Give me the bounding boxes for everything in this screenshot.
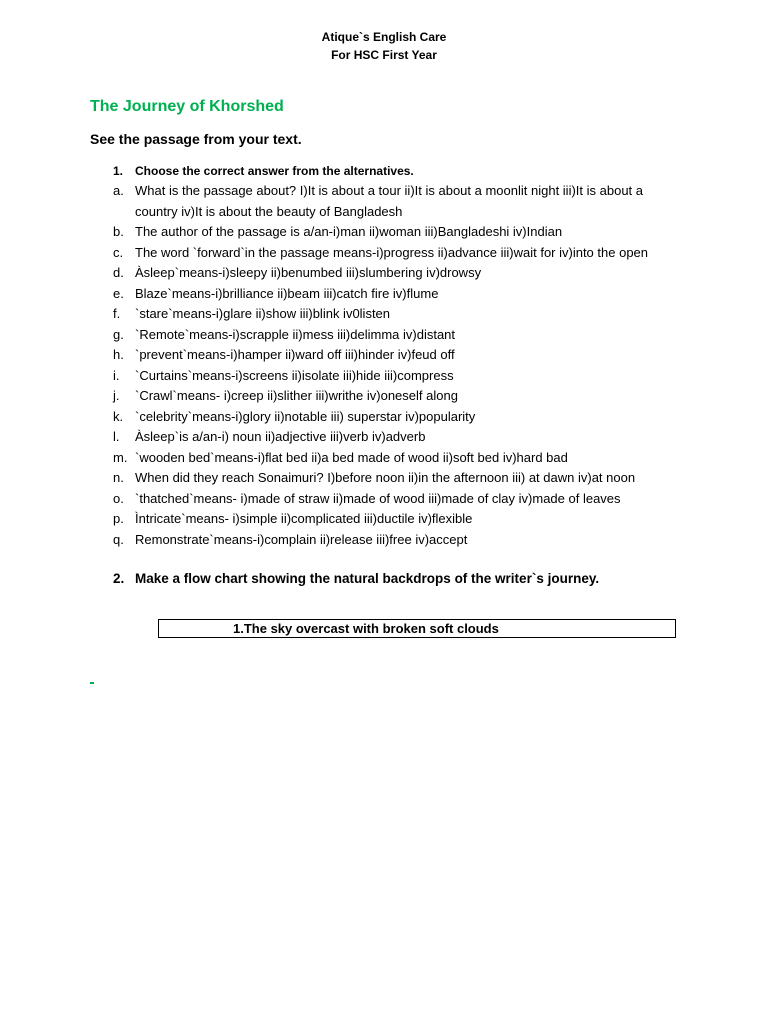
mcq-marker: g. <box>113 326 124 342</box>
mcq-text: `thatched`means- i)made of straw ii)made of wood iii)made of clay iv)made of leaves <box>135 490 621 506</box>
mcq-text: The author of the passage is a/an-i)man ii)woman iii)Bangladeshi iv)Indian <box>135 224 563 239</box>
question-2 <box>113 570 733 588</box>
question-1-text: Choose the correct answer from the alternatives. <box>135 164 414 178</box>
passage-subtitle: See the passage from your text. <box>90 131 302 147</box>
mcq-text: When did they reach Sonaimuri? I)before noon ii)in the afternoon iii) at dawn iv)at noon <box>135 470 636 485</box>
mcq-item <box>113 427 683 448</box>
mcq-item <box>113 530 683 551</box>
mcq-marker: i. <box>113 367 120 383</box>
header-line-2: For HSC First Year <box>331 48 437 62</box>
mcq-marker: j. <box>113 388 120 403</box>
mcq-item <box>113 468 683 489</box>
mcq-item <box>113 489 683 510</box>
question-2-number: 2. <box>113 571 125 586</box>
mcq-text: Àsleep`means-i)sleepy ii)benumbed iii)slumbering iv)drowsy <box>135 265 482 280</box>
mcq-text: `Crawl`means- i)creep ii)slither iii)writhe iv)oneself along <box>135 388 458 403</box>
mcq-text: Remonstrate`means-i)complain ii)release iii)free iv)accept <box>135 531 468 547</box>
mcq-item <box>113 304 683 325</box>
mcq-text: Àsleep`is a/an-i) noun ii)adjective iii)verb iv)adverb <box>135 429 426 444</box>
mcq-marker: l. <box>113 429 120 444</box>
mcq-marker: h. <box>113 347 124 362</box>
mcq-marker: b. <box>113 224 124 239</box>
mcq-item <box>113 325 683 346</box>
mcq-marker: q. <box>113 531 124 547</box>
mcq-item <box>113 366 683 387</box>
header-line-1: Atique`s English Care <box>321 30 447 44</box>
mcq-marker: o. <box>113 490 124 506</box>
mcq-item <box>113 345 683 366</box>
mcq-text: Blaze`means-i)brilliance ii)beam iii)catch fire iv)flume <box>135 285 439 301</box>
mcq-item <box>113 222 683 243</box>
mcq-item <box>113 386 683 407</box>
mcq-marker: e. <box>113 285 124 301</box>
mcq-marker: n. <box>113 470 124 485</box>
mcq-list <box>113 181 683 550</box>
mcq-text: The word `forward`in the passage means-i)progress ii)advance iii)wait for iv)into the open <box>135 244 649 260</box>
mcq-text: `celebrity`means-i)glory ii)notable iii) superstar iv)popularity <box>135 408 476 424</box>
mcq-marker: f. <box>113 306 121 321</box>
mcq-item <box>113 263 683 284</box>
green-dash-mark <box>90 682 94 684</box>
mcq-text: `Curtains`means-i)screens ii)isolate iii)hide iii)compress <box>135 367 454 383</box>
mcq-marker: c. <box>113 244 124 260</box>
mcq-item <box>113 181 683 222</box>
mcq-text: `stare`means-i)glare ii)show iii)blink iv0listen <box>135 306 391 321</box>
mcq-item <box>113 243 683 264</box>
mcq-text: What is the passage about? I)It is about a tour ii)It is about a moonlit night iii)It is about a country iv)It is about the beauty of Bangladesh <box>135 183 643 219</box>
question-2-text: Make a flow chart showing the natural backdrops of the writer`s journey. <box>135 571 600 586</box>
mcq-text: `Remote`means-i)scrapple ii)mess iii)delimma iv)distant <box>135 326 456 342</box>
mcq-marker: d. <box>113 265 124 280</box>
mcq-marker: p. <box>113 511 124 526</box>
mcq-text: `prevent`means-i)hamper ii)ward off iii)hinder iv)feud off <box>135 347 455 362</box>
mcq-text: Ìntricate`means- i)simple ii)complicated iii)ductile iv)flexible <box>135 511 473 526</box>
mcq-text: `wooden bed`means-i)flat bed ii)a bed made of wood ii)soft bed iv)hard bad <box>135 449 568 465</box>
mcq-item <box>113 284 683 305</box>
mcq-marker: k. <box>113 408 124 424</box>
question-1 <box>113 163 713 180</box>
passage-title: The Journey of Khorshed <box>90 98 284 115</box>
mcq-marker: a. <box>113 183 124 198</box>
question-1-number: 1. <box>113 164 124 178</box>
mcq-item <box>113 407 683 428</box>
flowchart-box-1: 1.The sky overcast with broken soft clouds <box>158 619 676 638</box>
mcq-item <box>113 448 683 469</box>
mcq-item <box>113 509 683 530</box>
document-header <box>0 28 768 64</box>
mcq-marker: m. <box>113 449 128 465</box>
